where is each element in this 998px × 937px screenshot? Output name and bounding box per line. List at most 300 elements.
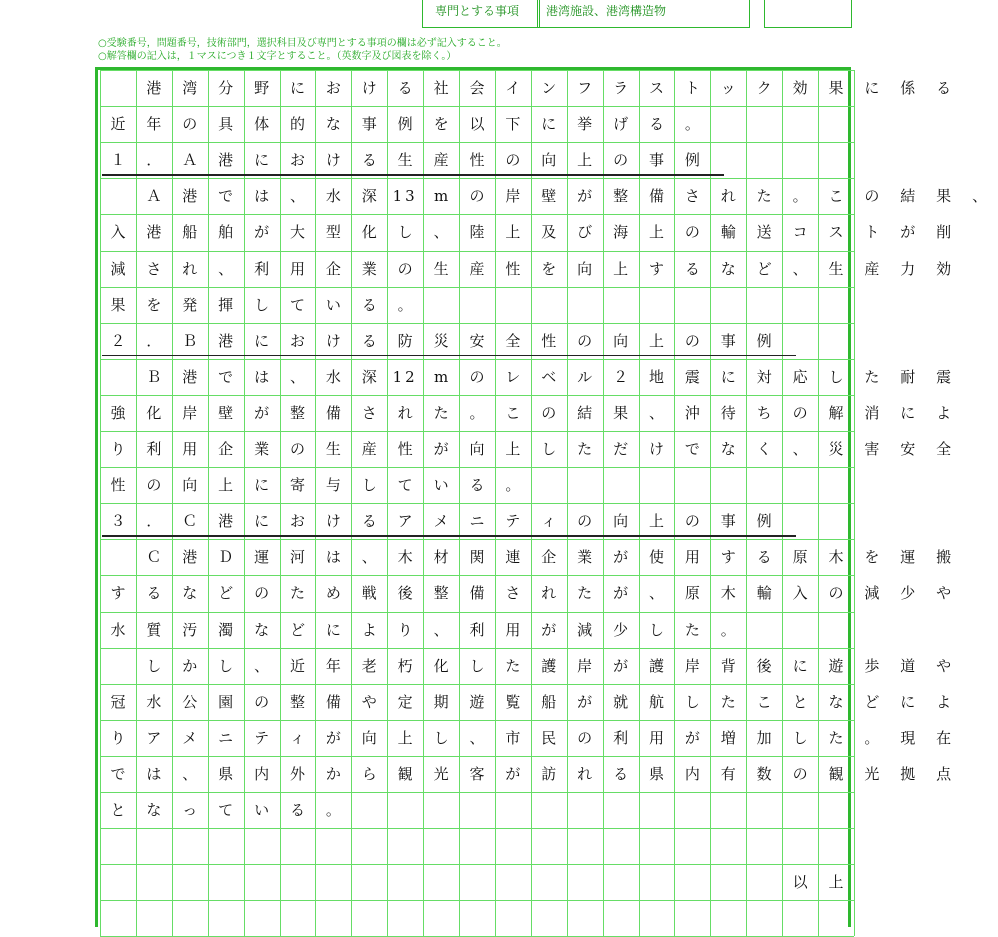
manuscript-char: ど [864,692,880,711]
manuscript-char: 解 [828,403,844,422]
manuscript-char: 湾 [182,79,198,97]
manuscript-char: 少 [900,584,916,603]
grid-hline [100,106,854,107]
manuscript-char: 水 [146,692,162,711]
manuscript-char: 現 [900,728,916,747]
manuscript-char: Ｂ [182,331,198,350]
manuscript-char: 整 [433,584,449,603]
manuscript-char: の [684,223,700,242]
manuscript-char: 、 [792,259,808,278]
manuscript-char: 利 [254,259,270,278]
manuscript-char: び [577,223,593,242]
manuscript-char: 減 [577,620,593,639]
manuscript-char: の [397,259,413,278]
manuscript-char: 背 [720,656,736,675]
manuscript-char: 向 [541,151,557,170]
manuscript-char: メ [182,728,198,747]
manuscript-char: 木 [397,548,413,567]
manuscript-char: が [254,403,270,422]
manuscript-char: ニ [469,512,485,531]
manuscript-char: 輸 [720,223,736,242]
manuscript-char: に [792,656,808,675]
manuscript-char: 産 [433,151,449,170]
manuscript-char: 県 [648,764,664,783]
manuscript-char: 、 [648,584,664,603]
manuscript-char: 生 [325,440,341,458]
manuscript-char: る [361,295,377,314]
heading-underline [102,535,796,537]
manuscript-char: 在 [936,728,952,747]
manuscript-char: の [792,764,808,783]
specialty-label: 専門とする事項 [435,4,520,18]
manuscript-char: 産 [469,259,485,278]
manuscript-char: 効 [792,79,808,97]
manuscript-char: テ [254,728,270,747]
manuscript-char: る [756,548,772,567]
manuscript-char: ら [361,764,377,783]
manuscript-char: 以 [792,873,808,892]
manuscript-char: 護 [541,656,557,675]
manuscript-char: 挙 [577,115,593,134]
manuscript-char: 。 [720,620,736,639]
manuscript-char: 。 [397,295,413,314]
manuscript-char: 水 [325,367,341,386]
manuscript-char: に [254,512,270,531]
manuscript-char: 震 [936,367,952,386]
manuscript-char: 備 [648,187,664,206]
manuscript-char: 船 [541,692,557,711]
manuscript-char: 岸 [684,656,700,675]
manuscript-char: 連 [505,548,521,567]
manuscript-char: 消 [864,403,880,422]
manuscript-char: 性 [505,259,521,278]
manuscript-char: れ [182,259,198,278]
exam-number-box[interactable] [764,0,852,28]
manuscript-char: 例 [397,115,413,134]
manuscript-char: し [684,692,700,711]
manuscript-char: さ [361,403,377,422]
manuscript-char: を [541,259,557,278]
manuscript-char: が [577,692,593,711]
manuscript-char: 利 [469,620,485,639]
manuscript-char: 用 [289,259,305,278]
manuscript-char: 具 [218,115,234,134]
manuscript-char: よ [936,692,952,711]
manuscript-char: に [254,151,270,170]
manuscript-char: す [648,259,664,278]
manuscript-char: 事 [720,512,736,531]
manuscript-char: に [541,115,557,134]
manuscript-char: で [684,440,700,458]
manuscript-char: 用 [648,728,664,747]
manuscript-char: ど [289,620,305,639]
instruction-note-1: ○受験番号，問題番号，技術部門，選択科目及び専門とする事項の欄は必ず記入すること。 [98,38,507,49]
manuscript-char: 民 [541,728,557,747]
manuscript-char: 、 [648,403,664,422]
manuscript-char: 上 [613,259,629,278]
manuscript-char: る [361,151,377,170]
manuscript-char: 道 [900,656,916,675]
manuscript-char: 、 [792,440,808,458]
manuscript-char: け [325,151,341,170]
manuscript-char: に [900,692,916,711]
manuscript-char: 、 [254,656,270,675]
manuscript-char: お [289,331,305,350]
manuscript-char: る [146,584,162,603]
manuscript-char: 汚 [182,620,198,639]
manuscript-char: 岸 [182,403,198,422]
manuscript-char: 企 [218,440,234,458]
manuscript-char: な [146,801,162,819]
manuscript-char: 戦 [361,584,377,603]
grid-hline [100,359,854,360]
manuscript-char: 近 [110,115,126,134]
manuscript-char: 外 [289,764,305,783]
manuscript-char: こ [505,403,521,422]
manuscript-char: 使 [648,548,664,567]
manuscript-char: が [541,620,557,639]
manuscript-char: す [110,584,126,603]
manuscript-char: め [325,584,341,603]
manuscript-char: に [900,403,916,422]
manuscript-char: Ｃ [146,548,162,567]
manuscript-char: 、 [289,187,305,206]
manuscript-char: た [684,620,700,639]
manuscript-char: の [792,403,808,422]
manuscript-char: く [756,440,772,458]
manuscript-char: 震 [684,367,700,386]
manuscript-char: 。 [864,728,880,747]
manuscript-char: 効 [936,259,952,278]
manuscript-char: る [936,79,952,97]
manuscript-char: る [289,801,305,819]
manuscript-char: 減 [110,259,126,278]
manuscript-char: の [469,187,485,206]
manuscript-char: の [254,692,270,711]
manuscript-char: 果 [936,187,952,206]
manuscript-char: 削 [936,223,952,242]
manuscript-char: 原 [792,548,808,567]
manuscript-char: た [828,728,844,747]
manuscript-char: 、 [218,259,234,278]
manuscript-char: 園 [218,692,234,711]
manuscript-char: 係 [900,79,916,97]
manuscript-char: 13 [392,187,418,206]
manuscript-char: m [433,367,449,386]
manuscript-char: ２ [613,367,629,386]
manuscript-char: 送 [756,223,772,242]
manuscript-char: 企 [541,548,557,567]
manuscript-char: 生 [433,259,449,278]
manuscript-char: 対 [756,367,772,386]
manuscript-char: た [720,692,736,711]
manuscript-char: に [720,367,736,386]
manuscript-char: 化 [146,403,162,422]
manuscript-char: 向 [182,476,198,495]
manuscript-char: Ｃ [182,512,198,531]
grid-hline [100,142,854,143]
manuscript-char: の [541,403,557,422]
manuscript-char: 向 [469,440,485,458]
manuscript-char: 運 [254,548,270,567]
manuscript-char: 公 [182,692,198,711]
manuscript-char: け [361,79,377,97]
manuscript-char: 深 [361,367,377,386]
manuscript-char: 備 [325,692,341,711]
manuscript-char: し [254,295,270,314]
manuscript-char: 結 [577,403,593,422]
manuscript-char: ど [218,584,234,603]
grid-hline [100,575,854,576]
grid-hline [100,467,854,468]
manuscript-char: な [254,620,270,639]
manuscript-char: 社 [433,79,449,97]
manuscript-char: の [577,512,593,531]
manuscript-char: や [936,656,952,675]
manuscript-char: と [110,801,126,819]
manuscript-char: 。 [505,476,521,495]
manuscript-char: ク [756,79,772,97]
manuscript-char: お [325,79,341,97]
manuscript-char: 海 [613,223,629,242]
manuscript-char: 岸 [577,656,593,675]
manuscript-char: れ [397,403,413,422]
manuscript-char: か [325,764,341,783]
grid-hline [100,214,854,215]
manuscript-char: 、 [469,728,485,747]
manuscript-char: 光 [433,764,449,783]
manuscript-char: 関 [469,548,485,567]
manuscript-char: ト [864,223,880,242]
manuscript-char: は [325,548,341,567]
manuscript-char: の [613,151,629,170]
manuscript-char: 業 [361,259,377,278]
manuscript-char: 向 [613,512,629,531]
manuscript-char: に [254,476,270,495]
manuscript-char: た [289,584,305,603]
manuscript-char: 搬 [936,548,952,567]
manuscript-char: や [361,692,377,711]
manuscript-char: 化 [361,223,377,242]
manuscript-char: し [541,440,557,458]
manuscript-char: 体 [254,115,270,134]
manuscript-char: が [613,656,629,675]
manuscript-char: ３ [110,512,126,531]
manuscript-char: ル [577,367,593,386]
manuscript-char: 市 [505,728,521,747]
manuscript-char: る [361,512,377,531]
grid-hline [100,828,854,829]
manuscript-char: 事 [648,151,664,170]
manuscript-char: 船 [182,223,198,242]
manuscript-char: 災 [433,331,449,350]
manuscript-char: 企 [325,259,341,278]
manuscript-char: 、 [289,367,305,386]
grid-hline [100,900,854,901]
manuscript-char: は [254,187,270,206]
manuscript-char: よ [361,620,377,639]
manuscript-char: 濁 [218,620,234,639]
manuscript-char: 事 [361,115,377,134]
manuscript-char: ス [648,79,664,97]
manuscript-char: 観 [828,764,844,783]
manuscript-char: 壁 [541,187,557,206]
manuscript-char: 定 [397,692,413,711]
manuscript-char: 河 [289,548,305,567]
manuscript-char: か [182,656,198,675]
manuscript-char: け [648,440,664,458]
manuscript-char: し [361,476,377,495]
manuscript-char: が [684,728,700,747]
manuscript-char: 増 [720,728,736,747]
manuscript-char: は [146,764,162,783]
manuscript-char: 果 [110,295,126,314]
manuscript-char: 用 [505,620,521,639]
grid-hline [100,539,854,540]
manuscript-char: 。 [684,115,700,134]
manuscript-char: テ [505,512,521,531]
manuscript-char: 向 [613,331,629,350]
manuscript-char: の [684,512,700,531]
manuscript-char: 近 [289,656,305,675]
grid-hline [100,792,854,793]
manuscript-char: が [433,440,449,458]
manuscript-char: る [613,764,629,783]
manuscript-char: Ａ [146,187,162,206]
manuscript-char: 訪 [541,764,557,783]
manuscript-char: 会 [469,79,485,97]
manuscript-char: 港 [182,187,198,206]
manuscript-char: が [900,223,916,242]
manuscript-char: な [325,115,341,134]
manuscript-char: の [505,151,521,170]
manuscript-char: ィ [541,512,557,531]
manuscript-char: さ [505,584,521,603]
manuscript-char: イ [505,79,521,97]
manuscript-char: レ [505,367,521,386]
manuscript-char: 力 [900,259,916,278]
grid-hline [100,323,854,324]
manuscript-char: し [828,367,844,386]
manuscript-char: が [325,728,341,747]
manuscript-char: ア [146,728,162,747]
manuscript-char: 備 [325,403,341,422]
answer-sheet-grid[interactable] [95,67,988,927]
grid-hline [100,612,854,613]
manuscript-char: 地 [648,367,664,386]
manuscript-char: 果 [828,79,844,97]
manuscript-char: m [433,187,449,206]
manuscript-char: 輸 [756,584,772,603]
manuscript-char: し [469,656,485,675]
manuscript-char: り [397,620,413,639]
manuscript-char: る [361,331,377,350]
manuscript-char: 全 [936,440,952,458]
manuscript-char: 上 [648,223,664,242]
manuscript-char: て [218,801,234,819]
manuscript-char: 用 [684,548,700,567]
manuscript-char: 有 [720,764,736,783]
manuscript-char: し [146,656,162,675]
manuscript-char: 観 [397,764,413,783]
manuscript-char: 結 [900,187,916,206]
manuscript-char: を [864,548,880,567]
grid-hline [100,720,854,721]
manuscript-char: 舶 [218,223,234,242]
manuscript-char: 備 [469,584,485,603]
manuscript-char: ィ [289,728,305,747]
manuscript-char: コ [792,223,808,242]
manuscript-char: お [289,512,305,531]
manuscript-char: 例 [756,512,772,531]
manuscript-char: 耐 [900,367,916,386]
manuscript-char: ト [684,79,700,97]
manuscript-char: 産 [361,440,377,458]
manuscript-char: 生 [828,259,844,278]
manuscript-char: 上 [505,440,521,458]
manuscript-char: け [325,331,341,350]
manuscript-char: の [828,584,844,603]
manuscript-char: し [648,620,664,639]
manuscript-char: し [397,223,413,242]
manuscript-char: 、 [972,187,988,206]
grid-hline [100,287,854,288]
manuscript-char: 朽 [397,656,413,675]
manuscript-char: 内 [684,764,700,783]
manuscript-char: 港 [146,223,162,242]
manuscript-char: 業 [254,440,270,458]
manuscript-char: ラ [613,79,629,97]
manuscript-char: 及 [541,223,557,242]
manuscript-char: て [289,295,305,314]
manuscript-char: ン [541,79,557,97]
manuscript-char: 下 [505,115,521,134]
manuscript-char: 港 [218,512,234,531]
manuscript-char: 沖 [684,403,700,422]
manuscript-char: が [577,187,593,206]
manuscript-char: こ [756,692,772,711]
manuscript-char: ベ [541,367,557,386]
manuscript-char: 加 [756,728,772,747]
manuscript-char: り [110,728,126,747]
manuscript-char: Ｂ [146,367,162,386]
manuscript-char: メ [433,512,449,531]
manuscript-char: 防 [397,331,413,350]
manuscript-char: 上 [397,728,413,747]
manuscript-char: 応 [792,367,808,386]
manuscript-char: を [433,115,449,134]
manuscript-char: 利 [613,728,629,747]
manuscript-char: の [577,728,593,747]
manuscript-char: 遊 [828,656,844,675]
manuscript-char: 木 [720,584,736,603]
manuscript-char: た [864,367,880,386]
manuscript-char: 例 [756,331,772,350]
manuscript-char: の [254,584,270,603]
manuscript-char: た [756,187,772,206]
manuscript-char: で [218,367,234,386]
manuscript-char: さ [684,187,700,206]
manuscript-char: 性 [110,476,126,495]
manuscript-char: 減 [864,584,880,603]
manuscript-char: 遊 [469,692,485,711]
manuscript-char: 性 [541,331,557,350]
manuscript-char: 客 [469,764,485,783]
manuscript-char: ア [397,512,413,531]
manuscript-char: 事 [720,331,736,350]
manuscript-char: 分 [218,79,234,97]
manuscript-char: い [254,801,270,819]
